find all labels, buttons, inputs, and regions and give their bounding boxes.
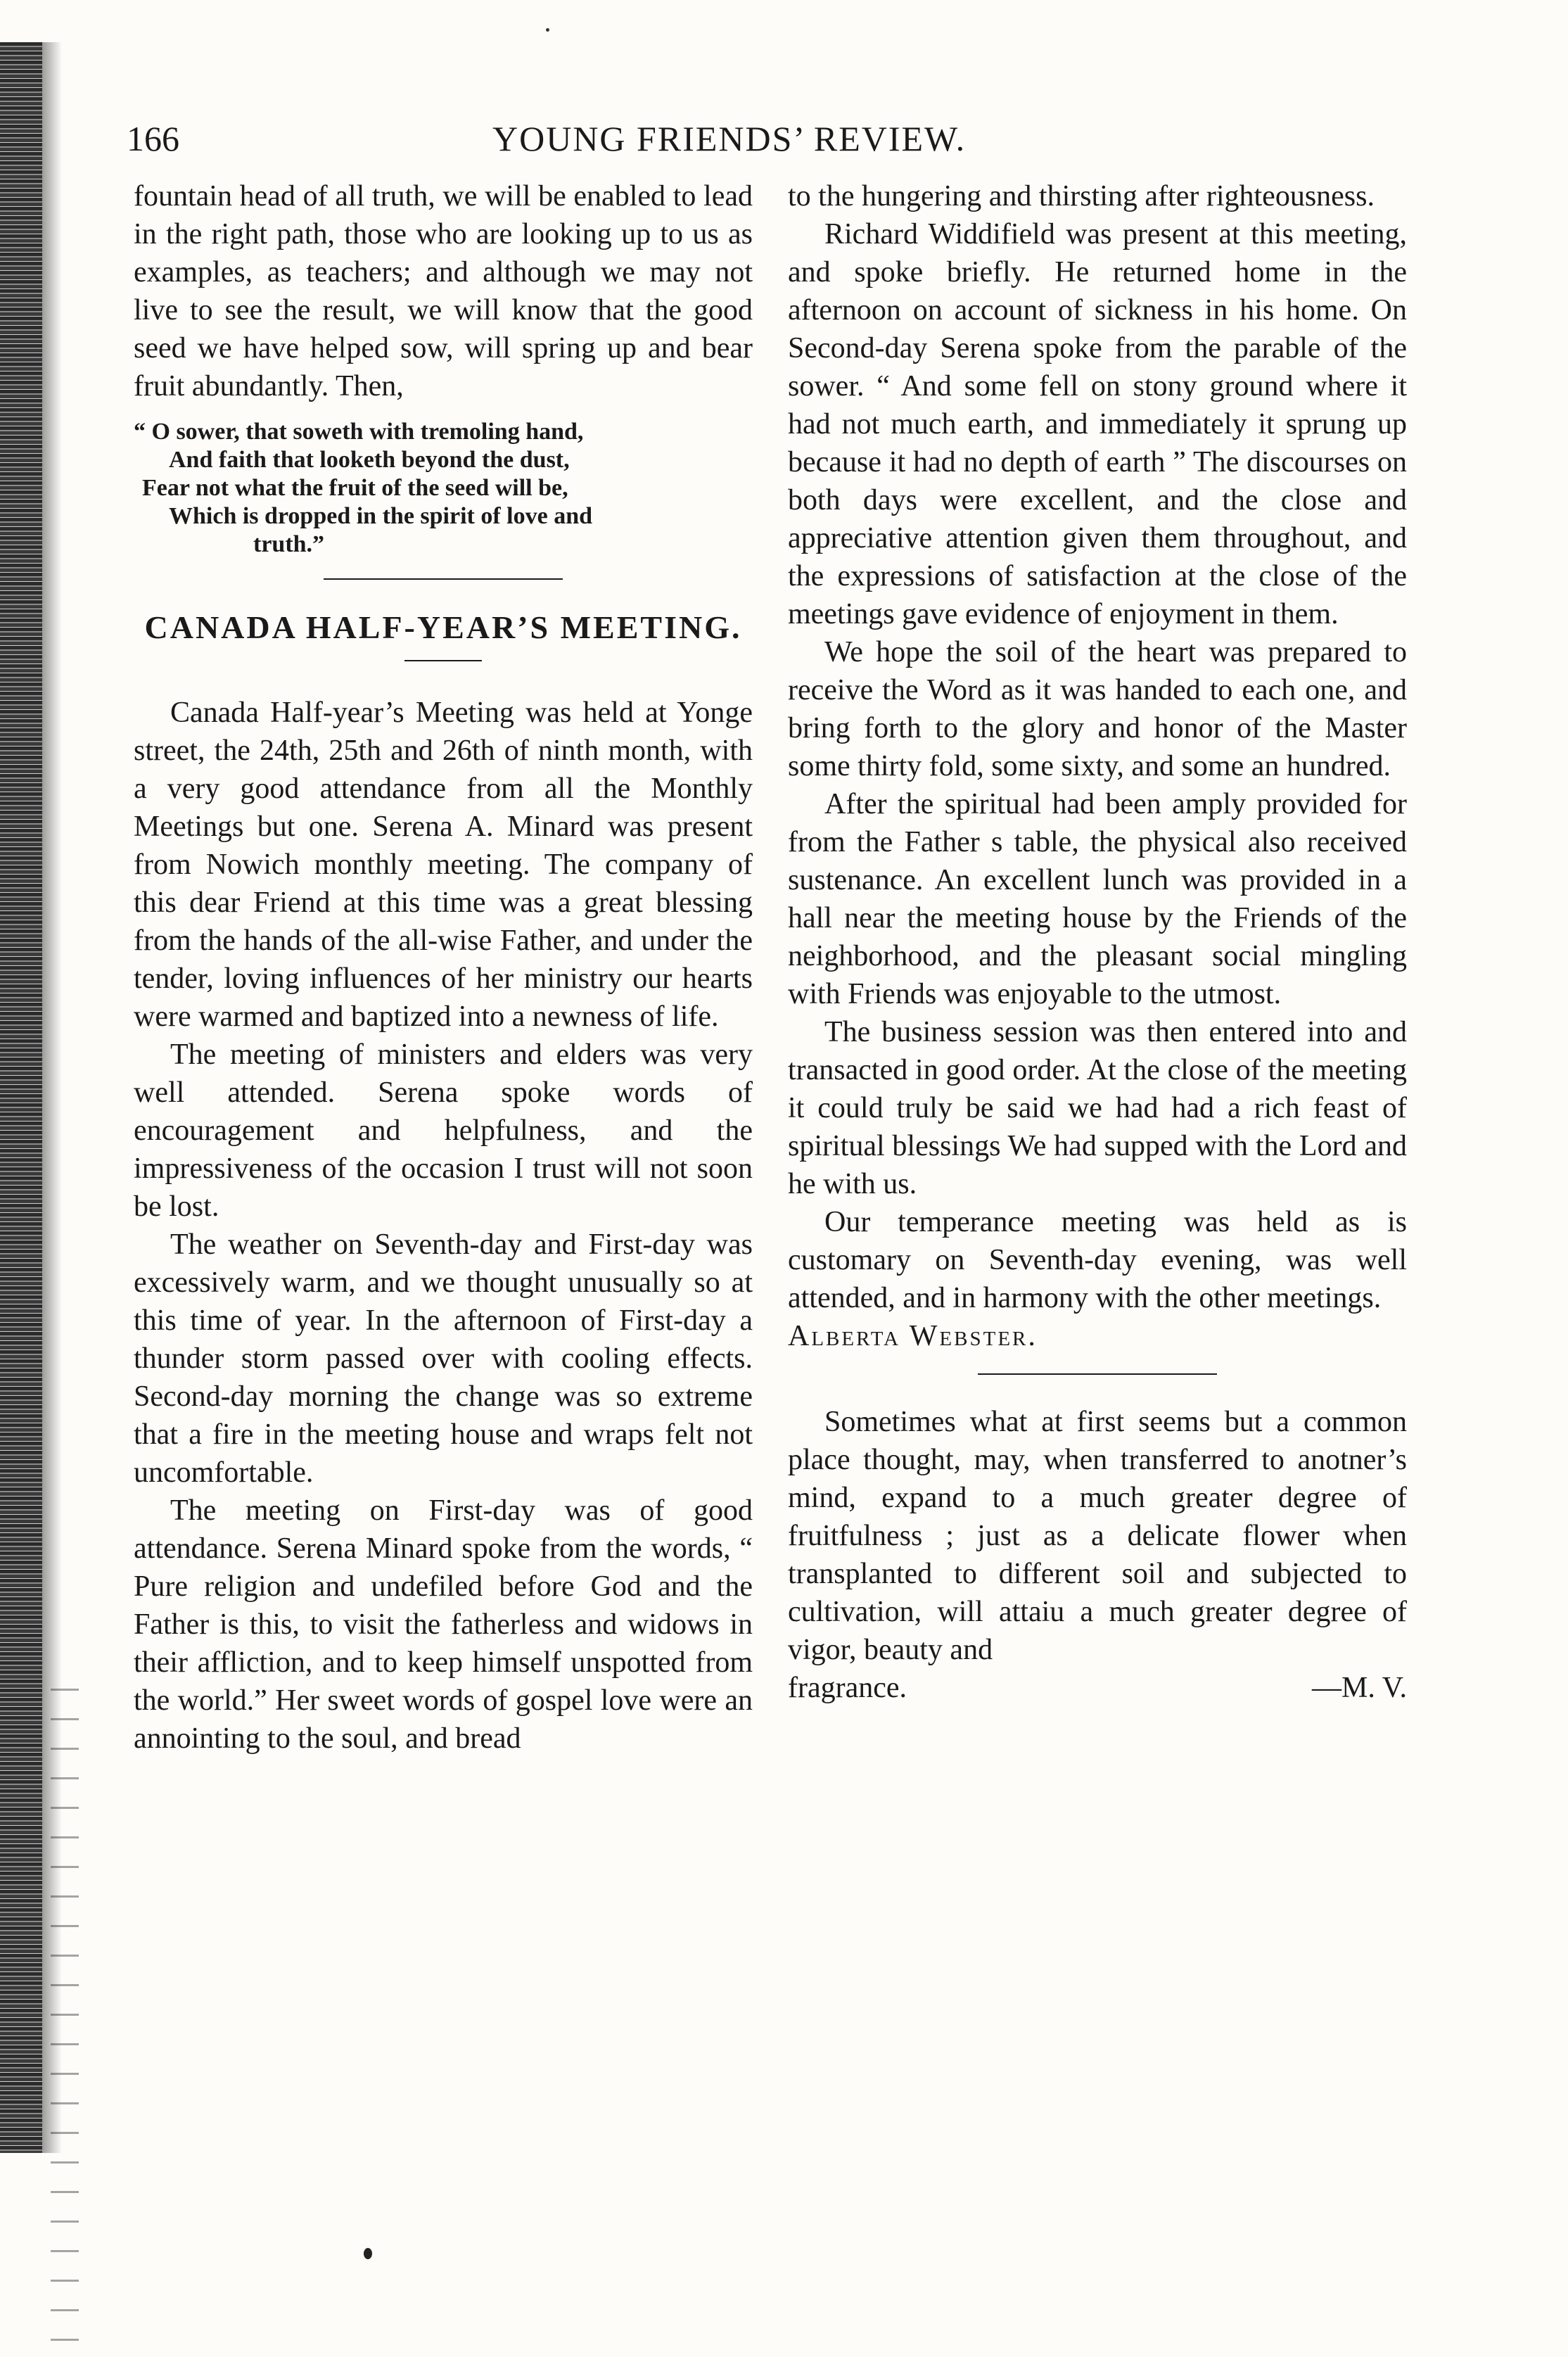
- poem-line: “ O sower, that soweth with tremoling hand,: [134, 419, 584, 445]
- poem-line: Which is dropped in the spirit of love and: [169, 503, 593, 529]
- running-header-title: YOUNG FRIENDS’ REVIEW.: [492, 119, 967, 158]
- right-column: [788, 177, 1407, 1707]
- page-number: 166: [127, 119, 179, 158]
- intro-paragraph: fountain head of all truth, we will be enabled to lead in the right path, those who are looking up to us as examples, as teachers; and although we may not live to see the result, we will know that the good seed we have helped sow, will spring up and bear fruit abundantly. Then,: [134, 180, 753, 402]
- left-column: [134, 177, 753, 1758]
- ink-speck: [364, 2248, 372, 2259]
- margin-specks: [51, 1689, 79, 2350]
- closing-initials: —M. V.: [1311, 1672, 1407, 1704]
- section-title: CANADA HALF-YEAR’S MEETING.: [144, 609, 742, 645]
- article-paragraph: Richard Widdifield was present at this meeting, and spoke briefly. He returned home in the afternoon on account of sickness in his home. On Second-day Serena spoke from the parable of the sower. “ And some fell on stony ground where it had not much earth, and immediately it sprung up because it had no depth of earth ” The discourses on both days were excellent, and the close and appreciative attention given them throughout, and the expressions of satisfaction at the close of the meetings gave evidence of enjoyment in them.: [788, 218, 1407, 630]
- article-paragraph: We hope the soil of the heart was prepared to receive the Word as it was handed to each one, and bring forth to the glory and honor of the Master some thirty fold, some sixty, and some an hundred.: [788, 636, 1407, 782]
- article-paragraph: The meeting of ministers and elders was very well attended. Serena spoke words of encouragement and helpfulness, and the impressiveness of the occasion I trust will not soon be lost.: [134, 1038, 753, 1223]
- article-paragraph: Our temperance meeting was held as is customary on Seventh-day evening, was well attended, and in harmony with the other meetings.: [788, 1206, 1407, 1314]
- article-paragraph: Canada Half-year’s Meeting was held at Yonge street, the 24th, 25th and 26th of ninth month, with a very good attendance from all the Monthly Meetings but one. Serena A. Minard was present from Nowich monthly meeting. The company of this dear Friend at this time was a great blessing from the hands of the all-wise Father, and under the tender, loving influences of her ministry our hearts were warmed and baptized into a newness of life.: [134, 697, 753, 1033]
- article-paragraph: The meeting on First-day was of good attendance. Serena Minard spoke from the words, “ Pure religion and undefiled before God and the Father is this, to visit the fatherless and widows in their affliction, and to keep himself unspotted from the world.” Her sweet words of gospel love were an annointing to the soul, and bread: [134, 1494, 753, 1755]
- poem-line: And faith that looketh beyond the dust,: [169, 447, 570, 473]
- closing-last-word: fragrance.: [788, 1672, 907, 1704]
- article-paragraph: The business session was then entered into and transacted in good order. At the close of the meeting it could truly be said we had had a rich feast of spiritual blessings We had supped with the Lord and he with us.: [788, 1016, 1407, 1200]
- poem-line: truth.”: [253, 531, 325, 557]
- closing-last-line: [788, 1669, 1407, 1707]
- closing-paragraph: Sometimes what at first seems but a common place thought, may, when transferred to anotner’s mind, expand to a much greater degree of fruitfulness ; just as a delicate flower when transplanted to different soil and subjected to cultivation, will attaiu a much greater degree of vigor, beauty and: [788, 1406, 1407, 1666]
- poem-quote: [134, 418, 753, 559]
- section-divider: [324, 578, 563, 580]
- poem-line: Fear not what the fruit of the seed will be,: [142, 475, 568, 501]
- section-divider: [978, 1373, 1217, 1375]
- ink-speck: [546, 28, 549, 32]
- article-paragraph: After the spiritual had been amply provided for from the Father s table, the physical also received sustenance. An excellent lunch was provided in a hall near the meeting house by the Friends of the neighborhood, and the pleasant social mingling with Friends was enjoyable to the utmost.: [788, 788, 1407, 1010]
- article-paragraph: to the hungering and thirsting after righteousness.: [788, 180, 1375, 212]
- title-underline: [404, 660, 482, 661]
- article-paragraph: The weather on Seventh-day and First-day was excessively warm, and we thought unusually so at this time of year. In the afternoon of First-day a thunder storm passed over with cooling effects. Second-day morning the change was so extreme that a fire in the meeting house and wraps felt not uncomfortable.: [134, 1228, 753, 1489]
- author-signature: Alberta Webster.: [788, 1320, 1038, 1352]
- page-binding-edge: [0, 42, 42, 2153]
